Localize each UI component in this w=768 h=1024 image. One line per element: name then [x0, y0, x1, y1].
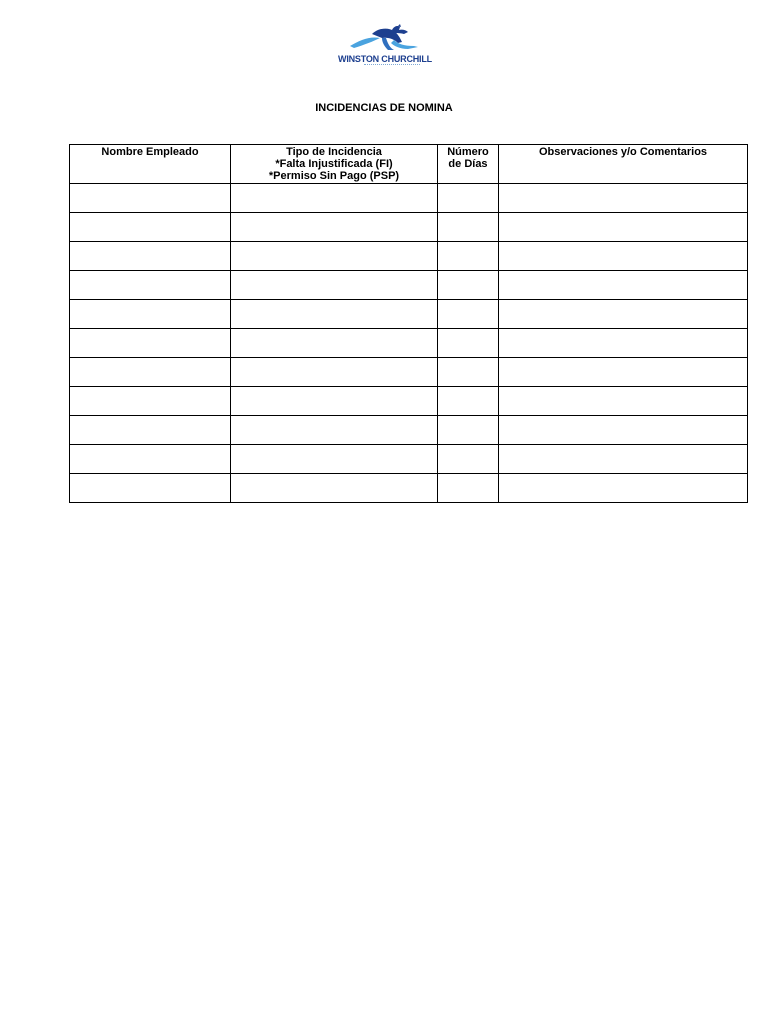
cell-tipo-incidencia[interactable] — [231, 474, 438, 503]
cell-tipo-incidencia[interactable] — [231, 358, 438, 387]
cell-nombre-empleado[interactable] — [70, 329, 231, 358]
cell-tipo-incidencia[interactable] — [231, 213, 438, 242]
cell-tipo-incidencia[interactable] — [231, 445, 438, 474]
table-row — [70, 445, 748, 474]
header-observaciones — [499, 145, 748, 184]
table-row — [70, 242, 748, 271]
cell-observaciones[interactable] — [499, 300, 748, 329]
cell-numero-dias[interactable] — [438, 271, 499, 300]
table-header-row — [70, 145, 748, 184]
cell-tipo-incidencia[interactable] — [231, 416, 438, 445]
cell-numero-dias[interactable] — [438, 329, 499, 358]
table-row — [70, 358, 748, 387]
cell-nombre-empleado[interactable] — [70, 416, 231, 445]
cell-nombre-empleado[interactable] — [70, 445, 231, 474]
header-line: Número — [447, 146, 489, 158]
header-line: *Falta Injustificada (FI) — [275, 158, 393, 170]
cell-observaciones[interactable] — [499, 445, 748, 474]
table-row — [70, 416, 748, 445]
kangaroo-logo-icon — [348, 24, 422, 54]
header-numero-dias — [438, 145, 499, 184]
cell-observaciones[interactable] — [499, 387, 748, 416]
cell-observaciones[interactable] — [499, 271, 748, 300]
cell-tipo-incidencia[interactable] — [231, 242, 438, 271]
table-row — [70, 271, 748, 300]
header-line: Nombre Empleado — [101, 146, 199, 158]
cell-tipo-incidencia[interactable] — [231, 271, 438, 300]
cell-observaciones[interactable] — [499, 213, 748, 242]
header-line: *Permiso Sin Pago (PSP) — [268, 170, 400, 182]
cell-tipo-incidencia[interactable] — [231, 329, 438, 358]
cell-tipo-incidencia[interactable] — [231, 300, 438, 329]
table-body — [70, 184, 748, 503]
table-row — [70, 329, 748, 358]
cell-nombre-empleado[interactable] — [70, 213, 231, 242]
document-title: INCIDENCIAS DE NOMINA — [315, 102, 453, 114]
table-row — [70, 213, 748, 242]
table-row — [70, 184, 748, 213]
logo-text: WINSTON CHURCHILL — [338, 54, 432, 64]
cell-numero-dias[interactable] — [438, 474, 499, 503]
incidents-table — [69, 144, 748, 503]
cell-nombre-empleado[interactable] — [70, 474, 231, 503]
table-row — [70, 300, 748, 329]
cell-tipo-incidencia[interactable] — [231, 387, 438, 416]
cell-observaciones[interactable] — [499, 184, 748, 213]
table-row — [70, 387, 748, 416]
cell-observaciones[interactable] — [499, 242, 748, 271]
cell-numero-dias[interactable] — [438, 387, 499, 416]
header-nombre-empleado — [70, 145, 231, 184]
company-logo — [334, 24, 436, 68]
cell-nombre-empleado[interactable] — [70, 358, 231, 387]
cell-numero-dias[interactable] — [438, 242, 499, 271]
cell-observaciones[interactable] — [499, 329, 748, 358]
cell-tipo-incidencia[interactable] — [231, 184, 438, 213]
cell-nombre-empleado[interactable] — [70, 242, 231, 271]
table-row — [70, 474, 748, 503]
cell-nombre-empleado[interactable] — [70, 387, 231, 416]
cell-numero-dias[interactable] — [438, 213, 499, 242]
cell-nombre-empleado[interactable] — [70, 271, 231, 300]
cell-observaciones[interactable] — [499, 358, 748, 387]
cell-numero-dias[interactable] — [438, 445, 499, 474]
cell-nombre-empleado[interactable] — [70, 184, 231, 213]
cell-numero-dias[interactable] — [438, 184, 499, 213]
cell-numero-dias[interactable] — [438, 358, 499, 387]
cell-numero-dias[interactable] — [438, 300, 499, 329]
header-line: Observaciones y/o Comentarios — [538, 146, 708, 158]
header-line: Tipo de Incidencia — [286, 146, 382, 158]
header-line: de Días — [448, 158, 488, 170]
header-tipo-incidencia — [231, 145, 438, 184]
cell-numero-dias[interactable] — [438, 416, 499, 445]
cell-observaciones[interactable] — [499, 416, 748, 445]
cell-nombre-empleado[interactable] — [70, 300, 231, 329]
cell-observaciones[interactable] — [499, 474, 748, 503]
logo-divider — [364, 64, 420, 67]
